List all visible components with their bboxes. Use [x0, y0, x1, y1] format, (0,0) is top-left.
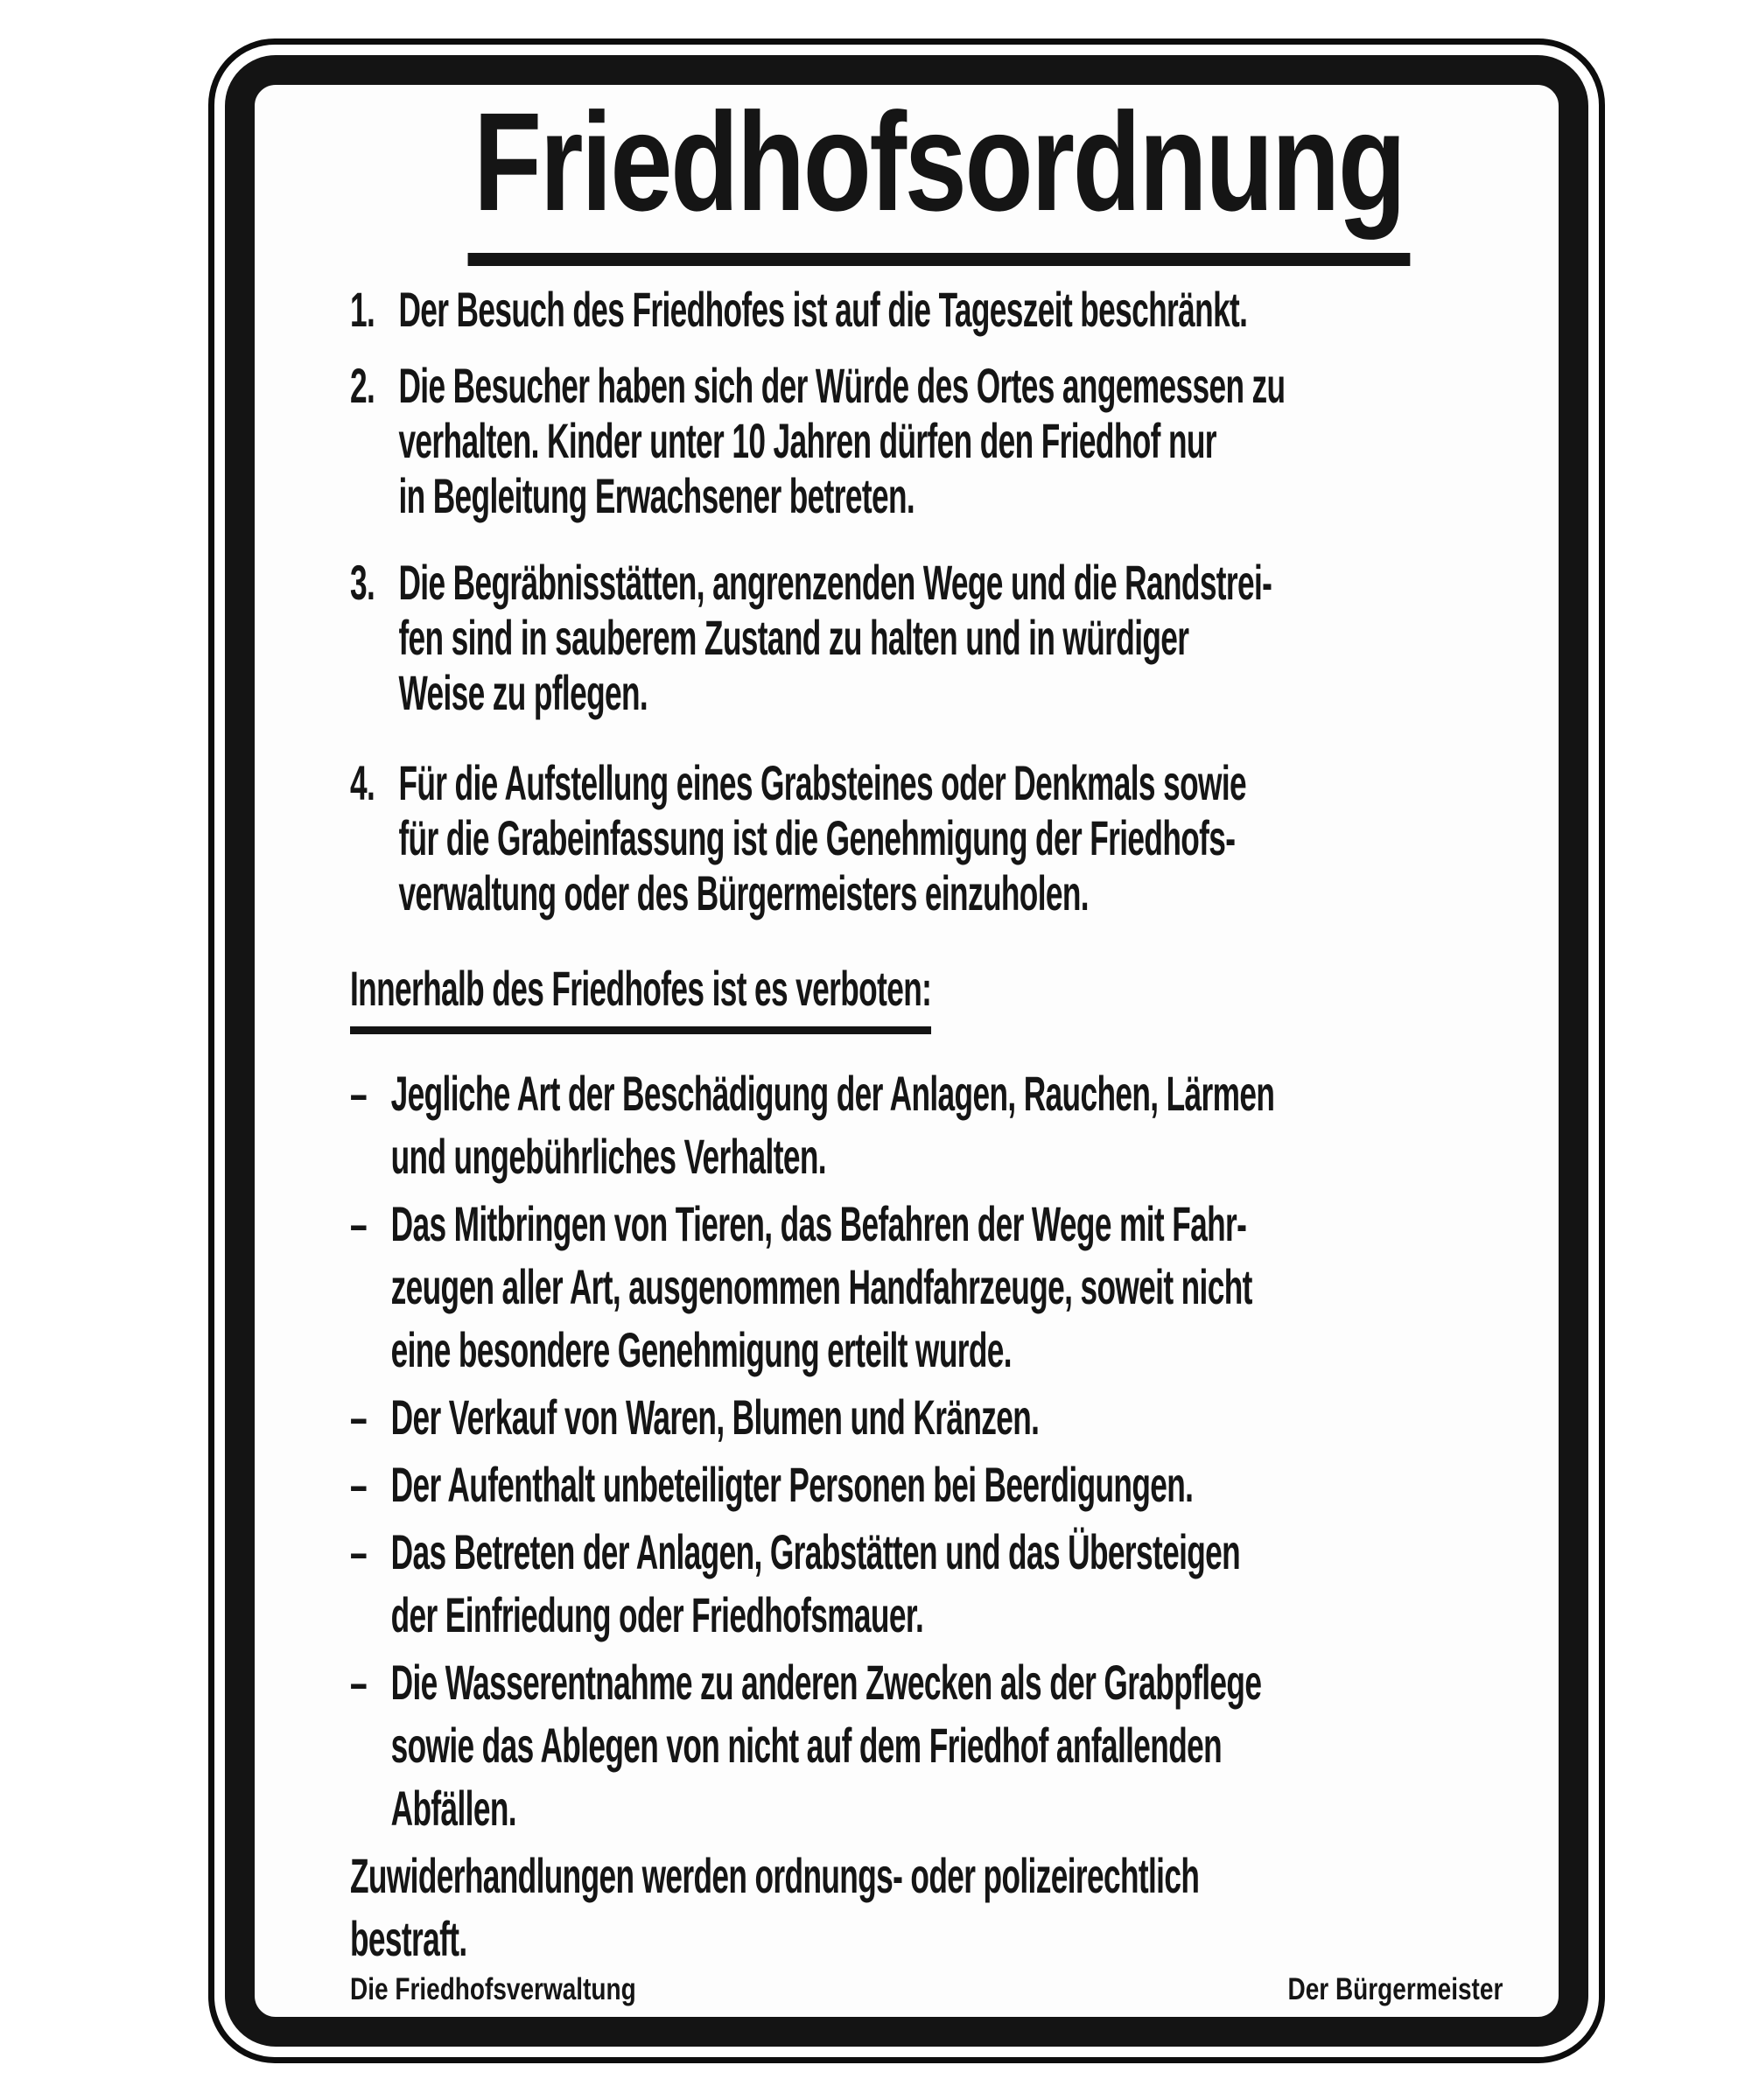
bullet-dash: –	[350, 1524, 367, 1579]
rule-line: Weise zu pflegen.	[398, 665, 648, 720]
sign-content	[255, 85, 1559, 2017]
bullet-dash: –	[350, 1655, 367, 1710]
rule-line: verwaltung oder des Bürgermeisters einzuholen.	[398, 865, 1089, 920]
rule-item-3	[350, 555, 1511, 720]
signature-mayor: Der Bürgermeister	[1287, 1972, 1503, 2006]
bullet-line: Das Betreten der Anlagen, Grabstätten und das Übersteigen	[390, 1524, 1241, 1579]
sign-frame	[225, 55, 1588, 2047]
rule-line: fen sind in sauberem Zustand zu halten und in würdiger	[398, 610, 1189, 665]
bullet-line: Die Wasserentnahme zu anderen Zwecken als der Grabpflege	[390, 1655, 1262, 1710]
rule-number: 1.	[350, 282, 375, 337]
bullet-line: eine besondere Genehmigung erteilt wurde.	[390, 1322, 1012, 1377]
signature-cemetery-administration: Die Friedhofsverwaltung	[350, 1972, 636, 2006]
rule-item-1	[350, 282, 1511, 337]
prohibited-item-5	[350, 1521, 1511, 1647]
bullet-line: der Einfriedung oder Friedhofsmauer.	[390, 1587, 924, 1642]
bullet-dash: –	[350, 1457, 367, 1512]
prohibited-item-4	[350, 1453, 1511, 1516]
rule-line: in Begleitung Erwachsener betreten.	[398, 468, 915, 523]
prohibited-item-6	[350, 1651, 1511, 1840]
sign-title: Friedhofsordnung	[468, 92, 1410, 266]
rule-number: 2.	[350, 358, 375, 413]
rule-line: Für die Aufstellung eines Grabsteines oder Denkmals sowie	[398, 755, 1246, 810]
rule-line: Die Begräbnisstätten, angrenzenden Wege und die Randstrei-	[398, 555, 1272, 610]
bullet-line: Das Mitbringen von Tieren, das Befahren der Wege mit Fahr-	[390, 1196, 1247, 1251]
rule-line: verhalten. Kinder unter 10 Jahren dürfen den Friedhof nur	[398, 413, 1216, 468]
closing-line: Zuwiderhandlungen werden ordnungs- oder polizeirechtlich	[350, 1848, 1200, 1903]
rule-item-4	[350, 755, 1511, 920]
rule-line: Die Besucher haben sich der Würde des Ortes angemessen zu	[398, 358, 1286, 413]
bullet-dash: –	[350, 1066, 367, 1121]
bullet-dash: –	[350, 1196, 367, 1251]
bullet-line: Abfällen.	[390, 1781, 516, 1836]
closing-statement	[350, 1844, 1511, 1970]
rule-line: für die Grabeinfassung ist die Genehmigung der Friedhofs-	[398, 810, 1236, 865]
rule-number: 3.	[350, 555, 375, 610]
bullet-dash: –	[350, 1390, 367, 1445]
bullet-line: Jegliche Art der Beschädigung der Anlagen, Rauchen, Lärmen	[390, 1066, 1275, 1121]
prohibition-heading-wrap	[350, 961, 1511, 1034]
prohibited-item-2	[350, 1193, 1511, 1382]
rule-line: Der Besuch des Friedhofes ist auf die Tageszeit beschränkt.	[398, 282, 1248, 337]
rule-item-2	[350, 358, 1511, 523]
bullet-line: und ungebührliches Verhalten.	[390, 1129, 826, 1184]
bullet-line: zeugen aller Art, ausgenommen Handfahrzeuge, soweit nicht	[390, 1259, 1252, 1314]
prohibited-item-3	[350, 1386, 1511, 1449]
bullet-line: Der Aufenthalt unbeteiligter Personen bei Beerdigungen.	[390, 1457, 1194, 1512]
rule-number: 4.	[350, 755, 375, 810]
signature-row	[350, 1970, 1511, 2011]
bullet-line: Der Verkauf von Waren, Blumen und Kränzen.	[390, 1390, 1040, 1445]
title-wrap	[350, 83, 1511, 266]
bullet-line: sowie das Ablegen von nicht auf dem Friedhof anfallenden	[390, 1718, 1223, 1773]
closing-line: bestraft.	[350, 1911, 467, 1966]
prohibited-item-1	[350, 1062, 1511, 1188]
prohibition-heading: Innerhalb des Friedhofes ist es verboten:	[350, 961, 931, 1034]
sign-outline	[208, 38, 1605, 2063]
